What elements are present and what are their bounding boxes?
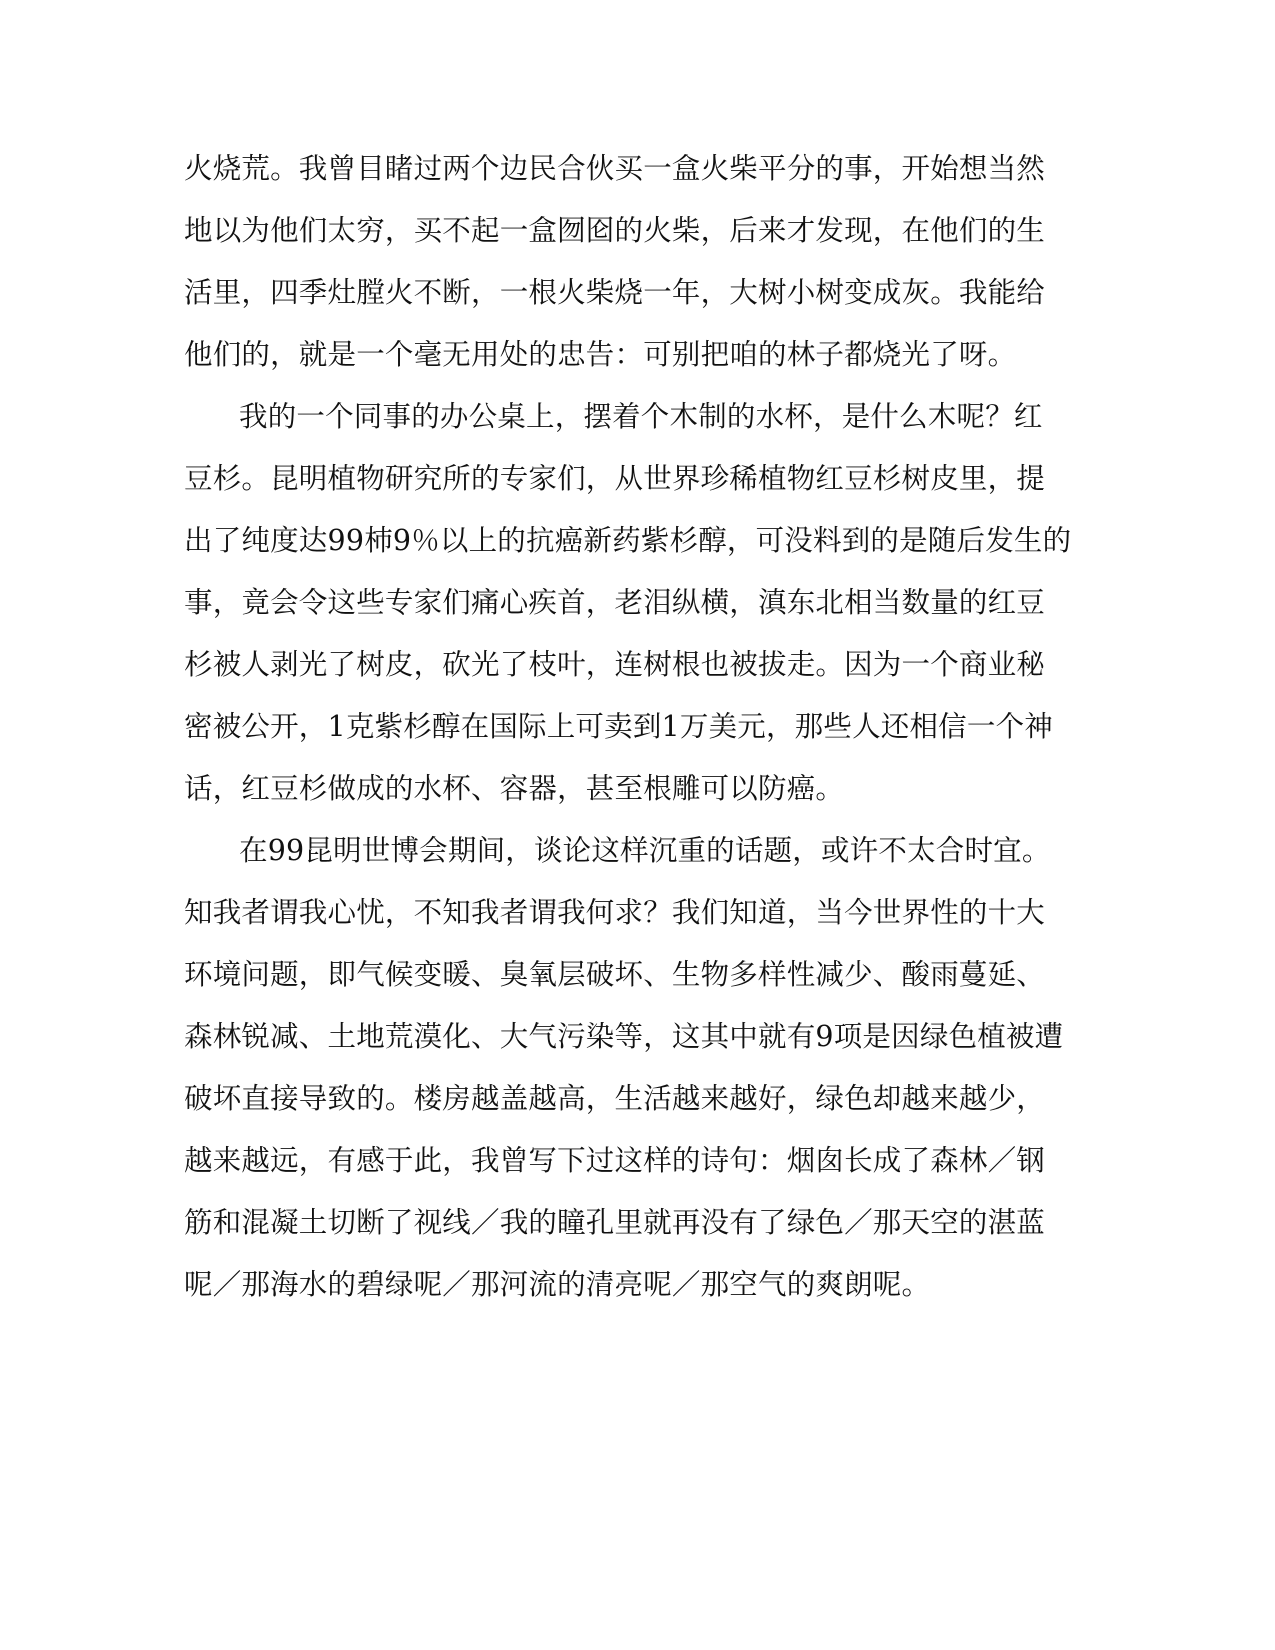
paragraph-3-line-6: 越来越远，有感于此，我曾写下过这样的诗句：烟囱长成了森林／钢 xyxy=(184,1144,1046,1177)
paragraph-3-line-2: 知我者谓我心忧，不知我者谓我何求？我们知道，当今世界性的十大 xyxy=(184,896,1046,929)
paragraph-3-line-4: 森林锐减、土地荒漠化、大气污染等，这其中就有9项是因绿色植被遭 xyxy=(184,1020,1064,1053)
paragraph-1-line-1: 火烧荒。我曾目睹过两个边民合伙买一盒火柴平分的事，开始想当然 xyxy=(184,152,1046,185)
paragraph-1-line-2: 地以为他们太穷，买不起一盒囫囵的火柴，后来才发现，在他们的生 xyxy=(184,214,1046,247)
paragraph-3-line-1: 在99昆明世博会期间，谈论这样沉重的话题，或许不太合时宜。 xyxy=(239,834,1051,867)
paragraph-2-line-2: 豆杉。昆明植物研究所的专家们，从世界珍稀植物红豆杉树皮里，提 xyxy=(184,462,1046,495)
paragraph-3-line-5: 破坏直接导致的。楼房越盖越高，生活越来越好，绿色却越来越少， xyxy=(184,1082,1046,1115)
paragraph-2-line-1: 我的一个同事的办公桌上，摆着个木制的水杯，是什么木呢？红 xyxy=(239,400,1043,433)
paragraph-1-line-3: 活里，四季灶膛火不断，一根火柴烧一年，大树小树变成灰。我能给 xyxy=(184,276,1046,309)
paragraph-2-line-4: 事，竟会令这些专家们痛心疾首，老泪纵横，滇东北相当数量的红豆 xyxy=(184,586,1046,619)
paragraph-3-line-3: 环境问题，即气候变暖、臭氧层破坏、生物多样性减少、酸雨蔓延、 xyxy=(184,958,1046,991)
paragraph-3-line-8: 呢／那海水的碧绿呢／那河流的清亮呢／那空气的爽朗呢。 xyxy=(184,1268,931,1301)
paragraph-2-line-7: 话，红豆杉做成的水杯、容器，甚至根雕可以防癌。 xyxy=(184,772,845,805)
paragraph-2-line-5: 杉被人剥光了树皮，砍光了枝叶，连树根也被拔走。因为一个商业秘 xyxy=(184,648,1046,681)
paragraph-2-line-6: 密被公开，1克紫杉醇在国际上可卖到1万美元，那些人还相信一个神 xyxy=(184,710,1053,743)
paragraph-2-line-3: 出了纯度达99杮9％以上的抗癌新药紫杉醇，可没料到的是随后发生的 xyxy=(184,524,1072,557)
paragraph-1-line-4: 他们的，就是一个毫无用处的忠告：可别把咱的林子都烧光了呀。 xyxy=(184,338,1017,371)
paragraph-3-line-7: 筋和混凝土切断了视线／我的瞳孔里就再没有了绿色／那天空的湛蓝 xyxy=(184,1206,1046,1239)
